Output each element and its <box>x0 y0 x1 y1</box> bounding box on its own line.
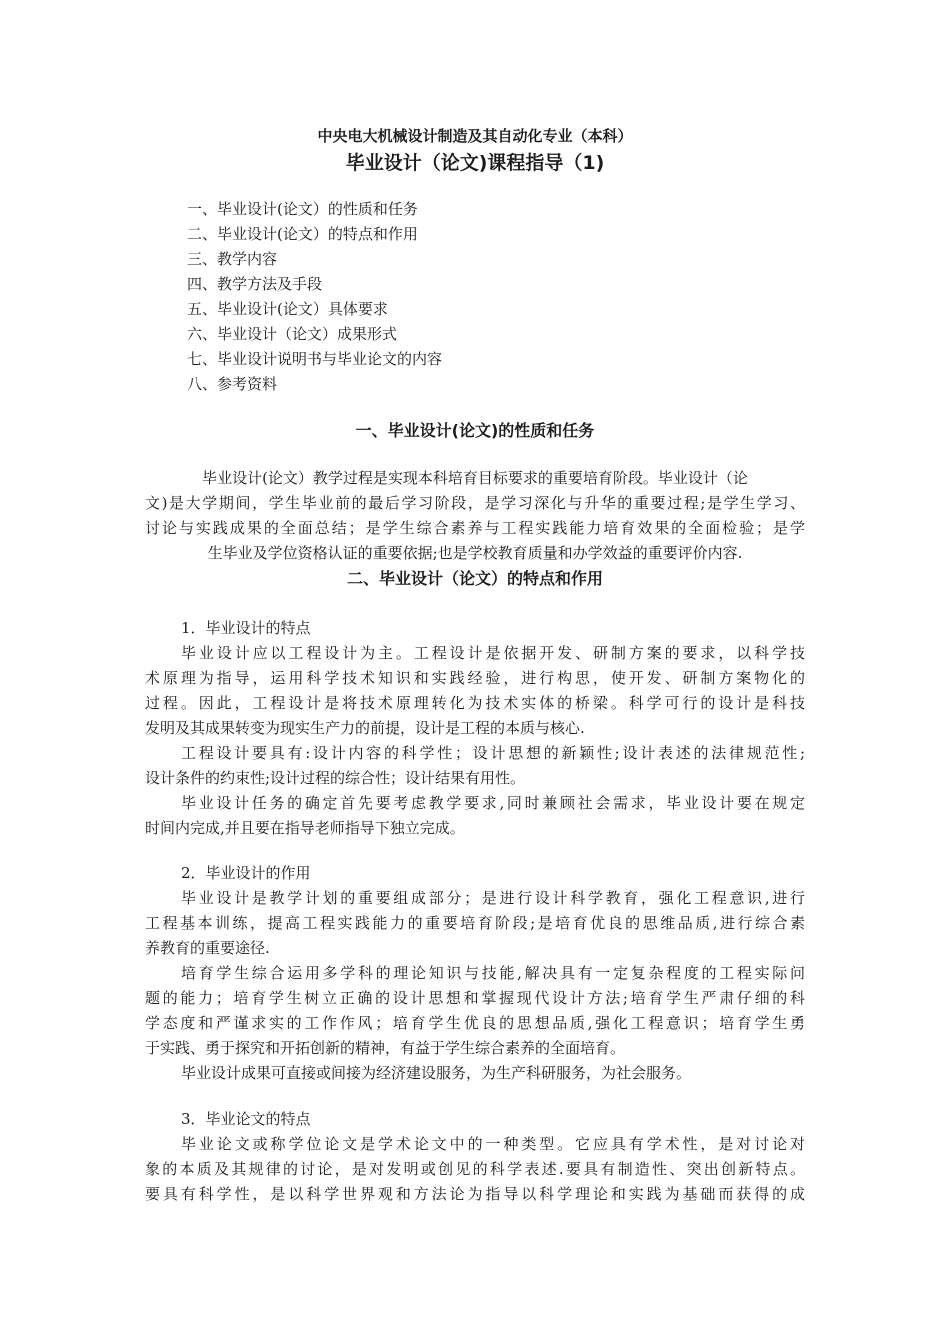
toc-item: 四、教学方法及手段 <box>187 275 323 293</box>
subsection-1-paragraph-1 <box>145 641 805 741</box>
paragraph-line: 过程。因此，工程设计是将技术原理转化为技术实体的桥梁。科学可行的设计是科技 <box>145 694 805 712</box>
paragraph-line: 于实践、勇于探究和开拓创新的精神，有益于学生综合素养的全面培育。 <box>145 1039 626 1057</box>
paragraph-line: 养教育的重要途径. <box>145 939 270 957</box>
toc-item: 六、毕业设计（论文）成果形式 <box>187 325 398 343</box>
subsection-3-paragraph-1 <box>145 1132 805 1207</box>
subsection-2-title: 2．毕业设计的作用 <box>181 864 311 882</box>
paragraph-line: 发明及其成果转变为现实生产力的前提，设计是工程的本质与核心. <box>145 719 585 737</box>
subsection-2-paragraph-2 <box>145 961 805 1061</box>
toc-item: 二、毕业设计(论文）的特点和作用 <box>187 225 418 243</box>
paragraph-line: 培育学生综合运用多学科的理论知识与技能,解决具有一定复杂程度的工程实际问 <box>181 964 805 982</box>
paragraph-line: 生毕业及学位资格认证的重要依据;也是学校教育质量和办学效益的重要评价内容. <box>207 544 743 562</box>
subsection-1-paragraph-3 <box>145 791 805 841</box>
paragraph-line: 文)是大学期间，学生毕业前的最后学习阶段，是学习深化与升华的重要过程;是学生学习、 <box>145 494 805 512</box>
toc-item: 五、毕业设计(论文）具体要求 <box>187 300 388 318</box>
section-2-heading: 二、毕业设计（论文）的特点和作用 <box>346 569 603 588</box>
document-subtitle: 中央电大机械设计制造及其自动化专业（本科） <box>317 127 633 145</box>
paragraph-line: 时间内完成,并且要在指导老师指导下独立完成。 <box>145 819 465 837</box>
subsection-2-paragraph-1 <box>145 886 805 961</box>
document-title: 毕业设计（论文)课程指导（1) <box>345 152 605 174</box>
paragraph-line: 象的本质及其规律的讨论，是对发明或创见的科学表述.要具有制造性、突出创新特点。 <box>145 1160 805 1178</box>
toc-item: 三、教学内容 <box>187 250 278 268</box>
toc-item: 一、毕业设计(论文）的性质和任务 <box>187 200 418 218</box>
paragraph-line: 毕业设计(论文）教学过程是实现本科培育目标要求的重要培育阶段。毕业设计（论 <box>202 469 748 487</box>
paragraph-line: 工程基本训练，提高工程实践能力的重要培育阶段;是培育优良的思维品质,进行综合素 <box>145 914 805 932</box>
paragraph-line: 要具有科学性，是以科学世界观和方法论为指导以科学理论和实践为基础而获得的成 <box>145 1185 805 1203</box>
table-of-contents <box>187 197 787 397</box>
subsection-2-paragraph-3 <box>145 1061 805 1086</box>
section-1-paragraph <box>145 466 805 566</box>
subsection-1-title: 1．毕业设计的特点 <box>181 619 311 637</box>
paragraph-line: 题的能力；培育学生树立正确的设计思想和掌握现代设计方法;培育学生严肃仔细的科 <box>145 989 805 1007</box>
paragraph-line: 术原理为指导，运用科学技术知识和实践经验，进行构思，使开发、研制方案物化的 <box>145 669 805 687</box>
paragraph-line: 毕业设计应以工程设计为主。工程设计是依据开发、研制方案的要求，以科学技 <box>181 644 805 662</box>
paragraph-line: 毕业论文或称学位论文是学术论文中的一种类型。它应具有学术性，是对讨论对 <box>181 1135 805 1153</box>
paragraph-line: 设计条件的约束性;设计过程的综合性；设计结果有用性。 <box>145 769 526 787</box>
paragraph-line: 工程设计要具有:设计内容的科学性；设计思想的新颖性;设计表述的法律规范性; <box>181 744 805 762</box>
paragraph-line: 毕业设计是教学计划的重要组成部分；是进行设计科学教育，强化工程意识,进行 <box>181 889 805 907</box>
subsection-1-paragraph-2 <box>145 741 805 791</box>
subsection-3-title: 3．毕业论文的特点 <box>181 1110 311 1128</box>
paragraph-line: 毕业设计任务的确定首先要考虑教学要求,同时兼顾社会需求，毕业设计要在规定 <box>181 794 805 812</box>
toc-item: 七、毕业设计说明书与毕业论文的内容 <box>187 350 443 368</box>
section-1-heading: 一、毕业设计(论文)的性质和任务 <box>355 421 595 440</box>
paragraph-line: 学态度和严谨求实的工作作风；培育学生优良的思想品质,强化工程意识；培育学生勇 <box>145 1014 805 1032</box>
paragraph-line: 讨论与实践成果的全面总结；是学生综合素养与工程实践能力培育效果的全面检验；是学 <box>145 519 805 537</box>
toc-item: 八、参考资料 <box>187 375 278 393</box>
paragraph-line: 毕业设计成果可直接或间接为经济建设服务，为生产科研服务，为社会服务。 <box>181 1064 692 1082</box>
